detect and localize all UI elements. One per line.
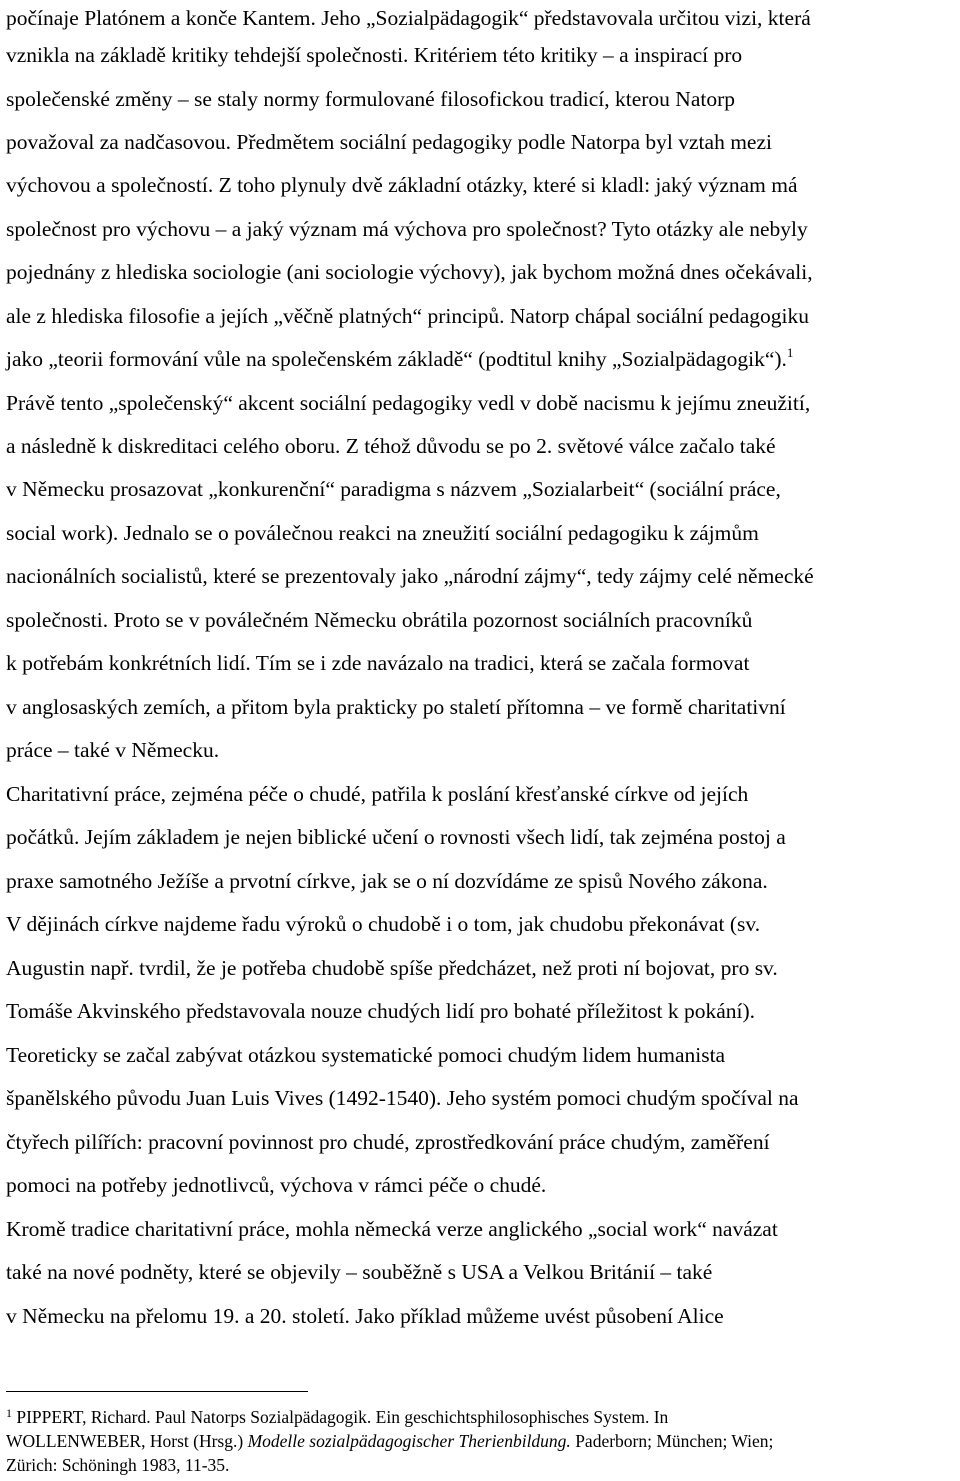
paragraph-line: společnost pro výchovu – a jaký význam má výchova pro společnost? Tyto otázky ale nebyly [6, 217, 808, 241]
paragraph-line: také na nové podněty, které se objevily – souběžně s USA a Velkou Británií – také [6, 1260, 713, 1284]
paragraph-line: společenské změny – se staly normy formulované filosofickou tradicí, kterou Natorp [6, 87, 736, 111]
paragraph-line: považoval za nadčasovou. Předmětem sociální pedagogiky podle Natorpa byl vztah mezi [6, 130, 772, 154]
paragraph-line: výchovou a společností. Z toho plynuly dvě základní otázky, které si kladl: jaký význam má [6, 173, 798, 197]
footnote-line [6, 1429, 956, 1453]
paragraph-line: Charitativní práce, zejména péče o chudé, patřila k poslání křesťanské církve od jejích [6, 782, 749, 806]
paragraph-line-text: jako „teorii formování vůle na společenském základě“ (podtitul knihy „Sozialpädagogik“). [6, 347, 787, 371]
paragraph-line: a následně k diskreditaci celého oboru. Z téhož důvodu se po 2. světové válce začalo také [6, 434, 776, 458]
paragraph-line: Teoreticky se začal zabývat otázkou systematické pomoci chudým lidem humanista [6, 1043, 726, 1067]
footnote-text: WOLLENWEBER, Horst (Hrsg.) [6, 1431, 248, 1451]
paragraph-line: pomoci na potřeby jednotlivců, výchova v rámci péče o chudé. [6, 1173, 547, 1197]
paragraph-line: v Německu na přelomu 19. a 20. století. Jako příklad můžeme uvést působení Alice [6, 1304, 724, 1328]
footnote-reference[interactable]: 1 [786, 345, 794, 360]
footnote-separator [6, 1391, 308, 1392]
paragraph-line: čtyřech pilířích: pracovní povinnost pro chudé, zprostředkování práce chudým, zaměření [6, 1130, 770, 1154]
paragraph-line: nacionálních socialistů, které se prezentovaly jako „národní zájmy“, tedy zájmy celé německé [6, 564, 814, 588]
footnote [6, 1405, 956, 1477]
footnote-book-title: Modelle sozialpädagogischer Therienbildung. [247, 1431, 571, 1451]
paragraph-line: Právě tento „společenský“ akcent sociální pedagogiky vedl v době nacismu k jejímu zneužití, [6, 391, 811, 415]
paragraph-line: ale z hlediska filosofie a jejích „věčně platných“ principů. Natorp chápal sociální pedagogiku [6, 304, 809, 328]
paragraph-line: španělského původu Juan Luis Vives (1492-1540). Jeho systém pomoci chudým spočíval na [6, 1086, 799, 1110]
footnote-text: Paderborn; München; Wien; [570, 1431, 774, 1451]
paragraph-line: pojednány z hlediska sociologie (ani sociologie výchovy), jak bychom možná dnes očekávali, [6, 260, 813, 284]
paragraph-line: počínaje Platónem a konče Kantem. Jeho „Sozialpädagogik“ představovala určitou vizi, která [6, 6, 811, 30]
paragraph-line: v anglosaských zemích, a přitom byla prakticky po staletí přítomna – ve formě charitativní [6, 695, 786, 719]
paragraph-line: social work). Jednalo se o poválečnou reakci na zneužití sociální pedagogiku k zájmům [6, 521, 759, 545]
footnote-text: PIPPERT, Richard. Paul Natorps Sozialpädagogik. Ein geschichtsphilosophisches System. In [16, 1407, 669, 1427]
footnote-line: Zürich: Schöningh 1983, 11-35. [6, 1455, 230, 1475]
paragraph-line: Augustin např. tvrdil, že je potřeba chudobě spíše předcházet, než proti ní bojovat, pro sv. [6, 956, 778, 980]
paragraph-line: Tomáše Akvinského představovala nouze chudých lidí pro bohaté příležitost k pokání). [6, 999, 756, 1023]
paragraph-line: počátků. Jejím základem je nejen biblické učení o rovnosti všech lidí, tak zejména postoj a [6, 825, 786, 849]
paragraph-line: k potřebám konkrétních lidí. Tím se i zde navázalo na tradici, která se začala formovat [6, 651, 750, 675]
paragraph-line: společnosti. Proto se v poválečném Německu obrátila pozornost sociálních pracovníků [6, 608, 753, 632]
paragraph-line-with-footnote-ref [6, 342, 793, 376]
paragraph-line: v Německu prosazovat „konkurenční“ paradigma s názvem „Sozialarbeit“ (sociální práce, [6, 477, 781, 501]
paragraph-line: V dějinách církve najdeme řadu výroků o chudobě i o tom, jak chudobu překonávat (sv. [6, 912, 761, 936]
paragraph-line: Kromě tradice charitativní práce, mohla německá verze anglického „social work“ navázat [6, 1217, 778, 1241]
paragraph-line: práce – také v Německu. [6, 738, 220, 762]
footnote-line [6, 1405, 956, 1429]
paragraph-line: praxe samotného Ježíše a prvotní církve, jak se o ní dozvídáme ze spisů Nového zákona. [6, 869, 768, 893]
footnote-number: 1 [6, 1406, 12, 1420]
paragraph-line: vznikla na základě kritiky tehdejší společnosti. Kritériem této kritiky – a inspirací pro [6, 43, 743, 67]
